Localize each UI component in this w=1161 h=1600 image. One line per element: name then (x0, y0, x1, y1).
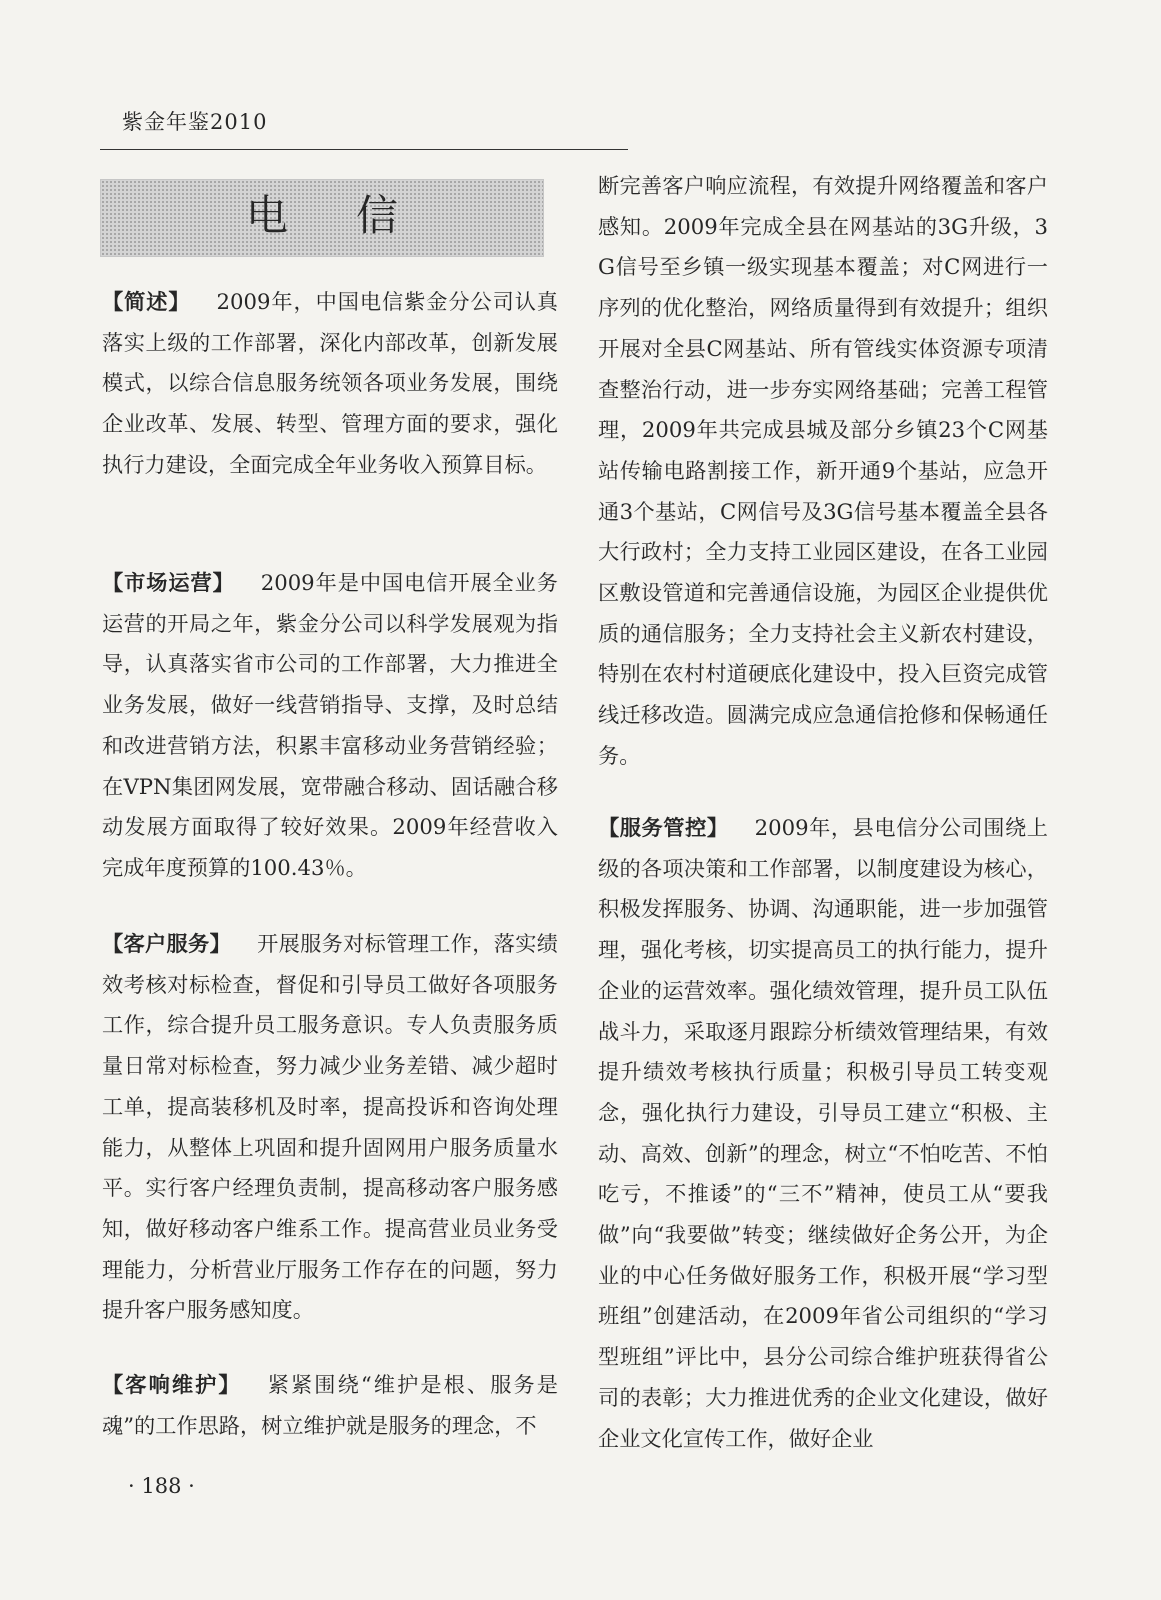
paragraph-heading: 【客户服务】 (102, 931, 232, 956)
paragraph-maintenance-continued (598, 166, 1048, 777)
running-head-title: 紫金年鉴2010 (122, 110, 268, 134)
page-number: · 188 · (128, 1474, 195, 1498)
paragraph-service-control (598, 808, 1048, 1459)
section-title: 电信 (245, 191, 466, 240)
paragraph-heading: 【服务管控】 (598, 815, 729, 840)
paragraph-customer-service (102, 924, 558, 1331)
paragraph-heading: 【客响维护】 (102, 1372, 242, 1397)
paragraph-maintenance (102, 1365, 558, 1446)
paragraph-heading: 【市场运营】 (102, 570, 235, 595)
paragraph-text: 2009年是中国电信开展全业务运营的开局之年，紫金分公司以科学发展观为指导，认真落实省市公司的工作部署，大力推进全业务发展，做好一线营销指导、支撑，及时总结和改进营销方法，积累丰富移动业务营销经验；在VPN集团网发展，宽带融合移动、固话融合移动发展方面取得了较好效果。2009年经营收入完成年度预算的100.43％。 (102, 570, 558, 880)
paragraph-text: 开展服务对标管理工作，落实绩效考核对标检查，督促和引导员工做好各项服务工作，综合提升员工服务意识。专人负责服务质量日常对标检查，努力减少业务差错、减少超时工单，提高装移机及时率，提高投诉和咨询处理能力，从整体上巩固和提升固网用户服务质量水平。实行客户经理负责制，提高移动客户服务感知，做好移动客户维系工作。提高营业员业务受理能力，分析营业厅服务工作存在的问题，努力提升客户服务感知度。 (102, 931, 558, 1323)
paragraph-heading: 【简述】 (102, 289, 191, 314)
paragraph-text: 2009年，中国电信紫金分公司认真落实上级的工作部署，深化内部改革，创新发展模式，以综合信息服务统领各项业务发展，围绕企业改革、发展、转型、管理方面的要求，强化执行力建设，全面完成全年业务收入预算目标。 (102, 289, 558, 477)
paragraph-overview (102, 282, 558, 486)
paragraph-text: 2009年，县电信分公司围绕上级的各项决策和工作部署，以制度建设为核心，积极发挥服务、协调、沟通职能，进一步加强管理，强化考核，切实提高员工的执行能力，提升企业的运营效率。强化绩效管理，提升员工队伍战斗力，采取逐月跟踪分析绩效管理结果，有效提升绩效考核执行质量；积极引导员工转变观念，强化执行力建设，引导员工建立“积极、主动、高效、创新”的理念，树立“不怕吃苦、不怕吃亏，不推诿”的“三不”精神，使员工从“要我做”向“我要做”转变；继续做好企务公开，为企业的中心任务做好服务工作，积极开展“学习型班组”创建活动，在2009年省公司组织的“学习型班组”评比中，县分公司综合维护班获得省公司的表彰；大力推进优秀的企业文化建设，做好企业文化宣传工作，做好企业 (598, 815, 1048, 1451)
paragraph-market-operations (102, 563, 558, 889)
paragraph-text: 断完善客户响应流程，有效提升网络覆盖和客户感知。2009年完成全县在网基站的3G升级，3G信号至乡镇一级实现基本覆盖；对C网进行一序列的优化整治，网络质量得到有效提升；组织开展对全县C网基站、所有管线实体资源专项清查整治行动，进一步夯实网络基础；完善工程管理，2009年共完成县城及部分乡镇23个C网基站传输电路割接工作，新开通9个基站，应急开通3个基站，C网信号及3G信号基本覆盖全县各大行政村；全力支持工业园区建设，在各工业园区敷设管道和完善通信设施，为园区企业提供优质的通信服务；全力支持社会主义新农村建设，特别在农村村道硬底化建设中，投入巨资完成管线迁移改造。圆满完成应急通信抢修和保畅通任务。 (598, 173, 1048, 768)
header-rule (100, 149, 628, 150)
section-title-banner (100, 179, 544, 257)
paragraph-text: 紧紧围绕“维护是根、服务是魂”的工作思路，树立维护就是服务的理念，不 (102, 1372, 558, 1438)
